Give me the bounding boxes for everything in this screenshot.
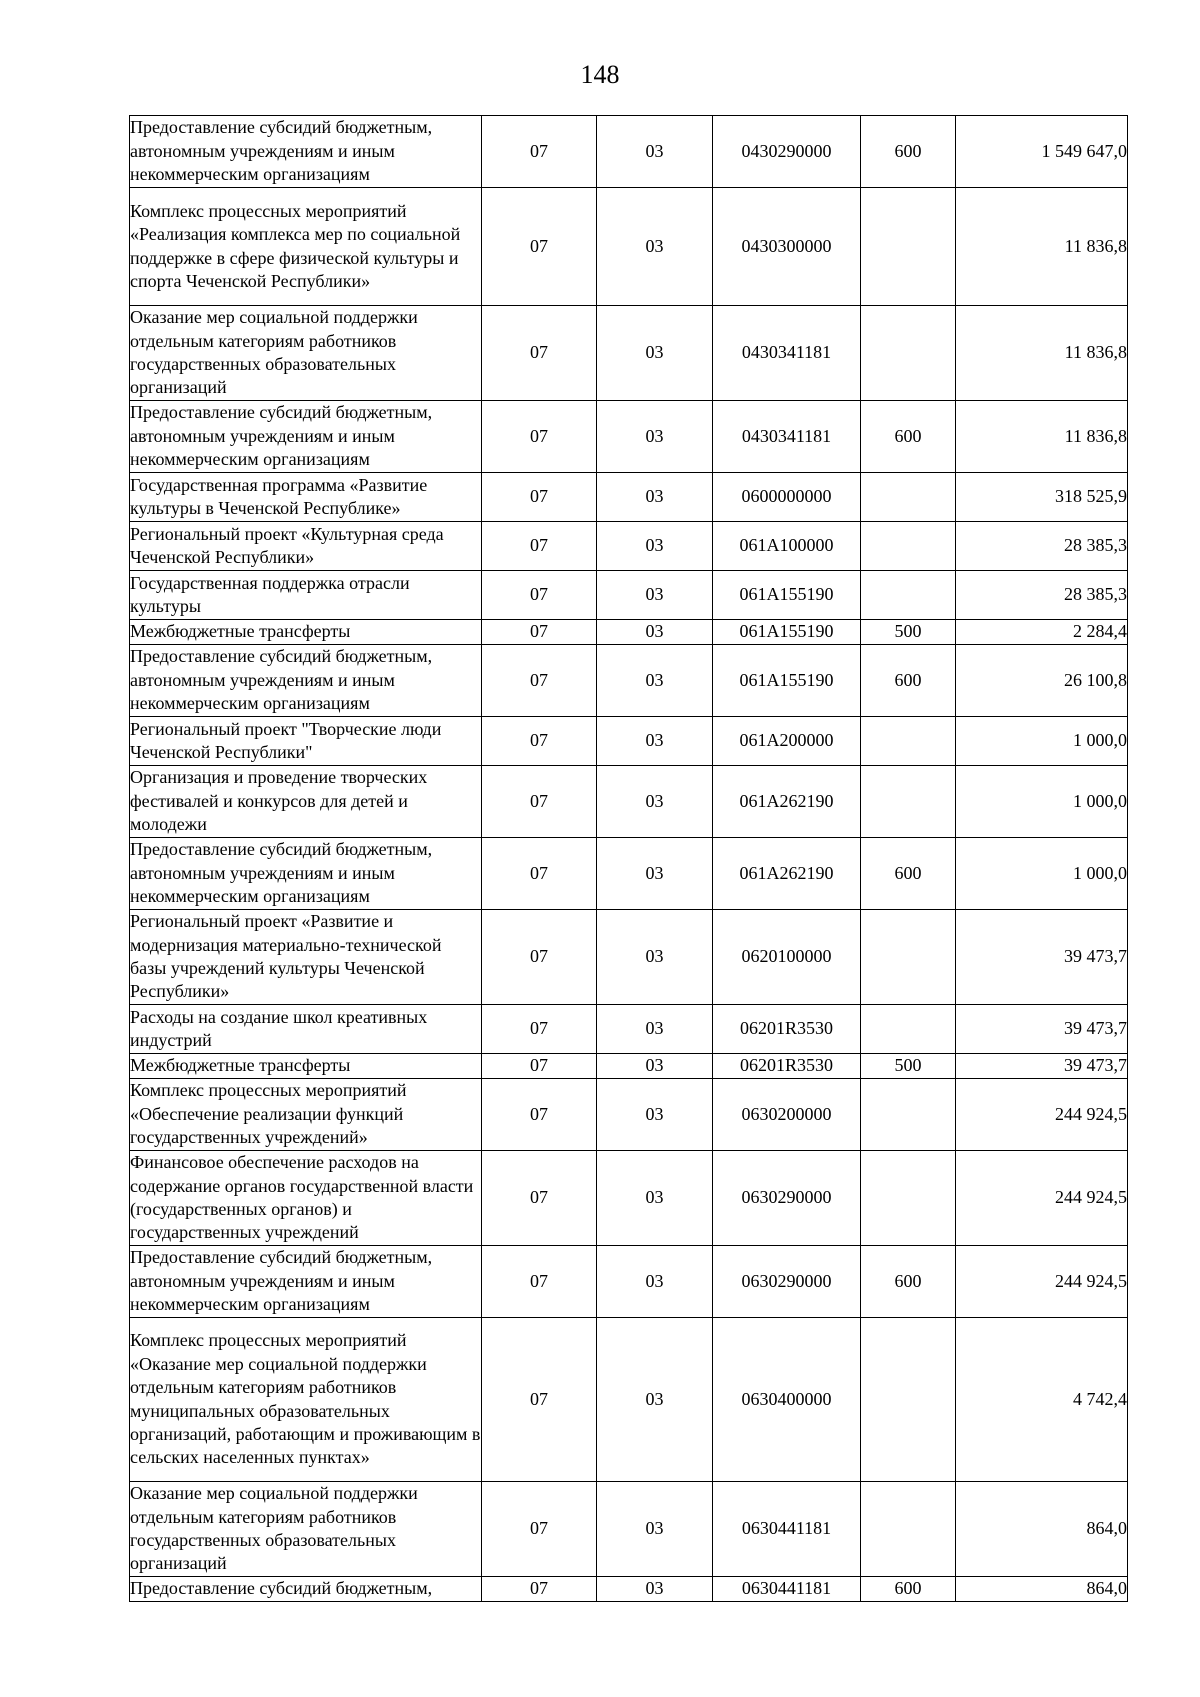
target-article-code-cell: 0430341181	[713, 306, 861, 401]
subsection-code-cell: 03	[597, 1246, 713, 1318]
section-code-cell: 07	[482, 1151, 597, 1246]
table-row	[130, 838, 1128, 910]
expense-type-code-cell: 500	[861, 620, 956, 645]
amount-cell: 39 473,7	[956, 1005, 1128, 1054]
target-article-code-cell: 0430341181	[713, 401, 861, 473]
amount-cell: 1 549 647,0	[956, 116, 1128, 188]
item-name-cell: Комплекс процессных мероприятий «Обеспечение реализации функций государственных учреждений»	[130, 1079, 482, 1151]
subsection-code-cell: 03	[597, 522, 713, 571]
item-name-cell: Предоставление субсидий бюджетным, автономным учреждениям и иным некоммерческим организациям	[130, 116, 482, 188]
target-article-code-cell: 061А100000	[713, 522, 861, 571]
expense-type-code-cell: 600	[861, 838, 956, 910]
expense-type-code-cell: 600	[861, 1246, 956, 1318]
subsection-code-cell: 03	[597, 306, 713, 401]
table-row	[130, 1054, 1128, 1079]
expense-type-code-cell	[861, 766, 956, 838]
expense-type-code-cell	[861, 522, 956, 571]
subsection-code-cell: 03	[597, 910, 713, 1005]
section-code-cell: 07	[482, 401, 597, 473]
item-name-cell: Оказание мер социальной поддержки отдельным категориям работников государственных образовательных организаций	[130, 306, 482, 401]
subsection-code-cell: 03	[597, 766, 713, 838]
table-row	[130, 401, 1128, 473]
table-row	[130, 522, 1128, 571]
section-code-cell: 07	[482, 1318, 597, 1482]
target-article-code-cell: 061А262190	[713, 766, 861, 838]
table-row	[130, 571, 1128, 620]
section-code-cell: 07	[482, 1246, 597, 1318]
expense-type-code-cell	[861, 1005, 956, 1054]
section-code-cell: 07	[482, 910, 597, 1005]
expense-type-code-cell	[861, 1079, 956, 1151]
section-code-cell: 07	[482, 522, 597, 571]
subsection-code-cell: 03	[597, 1151, 713, 1246]
table-row	[130, 1577, 1128, 1602]
target-article-code-cell: 0430300000	[713, 188, 861, 306]
subsection-code-cell: 03	[597, 645, 713, 717]
subsection-code-cell: 03	[597, 1079, 713, 1151]
table-row	[130, 1005, 1128, 1054]
expense-type-code-cell: 600	[861, 1577, 956, 1602]
section-code-cell: 07	[482, 1577, 597, 1602]
amount-cell: 4 742,4	[956, 1318, 1128, 1482]
item-name-cell: Предоставление субсидий бюджетным, автономным учреждениям и иным некоммерческим организациям	[130, 1246, 482, 1318]
item-name-cell: Предоставление субсидий бюджетным, автономным учреждениям и иным некоммерческим организациям	[130, 645, 482, 717]
target-article-code-cell: 0630441181	[713, 1577, 861, 1602]
target-article-code-cell: 061А155190	[713, 620, 861, 645]
amount-cell: 244 924,5	[956, 1079, 1128, 1151]
target-article-code-cell: 06201R3530	[713, 1005, 861, 1054]
amount-cell: 318 525,9	[956, 473, 1128, 522]
target-article-code-cell: 0630200000	[713, 1079, 861, 1151]
subsection-code-cell: 03	[597, 401, 713, 473]
expense-type-code-cell	[861, 1482, 956, 1577]
item-name-cell: Оказание мер социальной поддержки отдельным категориям работников государственных образовательных организаций	[130, 1482, 482, 1577]
budget-table	[129, 115, 1128, 1602]
expense-type-code-cell: 500	[861, 1054, 956, 1079]
amount-cell: 28 385,3	[956, 522, 1128, 571]
amount-cell: 11 836,8	[956, 188, 1128, 306]
section-code-cell: 07	[482, 1054, 597, 1079]
amount-cell: 11 836,8	[956, 401, 1128, 473]
amount-cell: 864,0	[956, 1577, 1128, 1602]
table-row	[130, 116, 1128, 188]
item-name-cell: Комплекс процессных мероприятий «Оказание мер социальной поддержки отдельным категориям работников муниципальных образовательных организаций, работающим и проживающим в сельских населенных пунктах»	[130, 1318, 482, 1482]
item-name-cell: Расходы на создание школ креативных индустрий	[130, 1005, 482, 1054]
subsection-code-cell: 03	[597, 1054, 713, 1079]
item-name-cell: Межбюджетные трансферты	[130, 620, 482, 645]
item-name-cell: Комплекс процессных мероприятий «Реализация комплекса мер по социальной поддержке в сфере физической культуры и спорта Чеченской Республики»	[130, 188, 482, 306]
expense-type-code-cell: 600	[861, 116, 956, 188]
item-name-cell: Организация и проведение творческих фестивалей и конкурсов для детей и молодежи	[130, 766, 482, 838]
section-code-cell: 07	[482, 838, 597, 910]
expense-type-code-cell: 600	[861, 645, 956, 717]
item-name-cell: Государственная программа «Развитие культуры в Чеченской Республике»	[130, 473, 482, 522]
table-row	[130, 1246, 1128, 1318]
target-article-code-cell: 061А262190	[713, 838, 861, 910]
target-article-code-cell: 0630290000	[713, 1246, 861, 1318]
section-code-cell: 07	[482, 1079, 597, 1151]
table-row	[130, 306, 1128, 401]
item-name-cell: Финансовое обеспечение расходов на содержание органов государственной власти (государственных органов) и государственных учреждений	[130, 1151, 482, 1246]
subsection-code-cell: 03	[597, 473, 713, 522]
amount-cell: 1 000,0	[956, 717, 1128, 766]
subsection-code-cell: 03	[597, 1482, 713, 1577]
target-article-code-cell: 0430290000	[713, 116, 861, 188]
amount-cell: 1 000,0	[956, 838, 1128, 910]
table-row	[130, 1079, 1128, 1151]
expense-type-code-cell	[861, 717, 956, 766]
item-name-cell: Региональный проект «Культурная среда Чеченской Республики»	[130, 522, 482, 571]
item-name-cell: Предоставление субсидий бюджетным,	[130, 1577, 482, 1602]
expense-type-code-cell	[861, 306, 956, 401]
section-code-cell: 07	[482, 306, 597, 401]
amount-cell: 864,0	[956, 1482, 1128, 1577]
target-article-code-cell: 06201R3530	[713, 1054, 861, 1079]
table-row	[130, 1318, 1128, 1482]
subsection-code-cell: 03	[597, 1318, 713, 1482]
section-code-cell: 07	[482, 473, 597, 522]
target-article-code-cell: 0630290000	[713, 1151, 861, 1246]
table-row	[130, 1482, 1128, 1577]
expense-type-code-cell	[861, 571, 956, 620]
expense-type-code-cell	[861, 1318, 956, 1482]
section-code-cell: 07	[482, 571, 597, 620]
target-article-code-cell: 061А200000	[713, 717, 861, 766]
table-row	[130, 766, 1128, 838]
subsection-code-cell: 03	[597, 717, 713, 766]
amount-cell: 1 000,0	[956, 766, 1128, 838]
target-article-code-cell: 0620100000	[713, 910, 861, 1005]
subsection-code-cell: 03	[597, 116, 713, 188]
subsection-code-cell: 03	[597, 838, 713, 910]
section-code-cell: 07	[482, 717, 597, 766]
item-name-cell: Межбюджетные трансферты	[130, 1054, 482, 1079]
item-name-cell: Предоставление субсидий бюджетным, автономным учреждениям и иным некоммерческим организациям	[130, 838, 482, 910]
expense-type-code-cell	[861, 473, 956, 522]
table-row	[130, 1151, 1128, 1246]
subsection-code-cell: 03	[597, 1577, 713, 1602]
amount-cell: 244 924,5	[956, 1246, 1128, 1318]
section-code-cell: 07	[482, 188, 597, 306]
amount-cell: 28 385,3	[956, 571, 1128, 620]
subsection-code-cell: 03	[597, 620, 713, 645]
section-code-cell: 07	[482, 1005, 597, 1054]
table-row	[130, 910, 1128, 1005]
target-article-code-cell: 061А155190	[713, 571, 861, 620]
item-name-cell: Региональный проект "Творческие люди Чеченской Республики"	[130, 717, 482, 766]
table-row	[130, 473, 1128, 522]
subsection-code-cell: 03	[597, 571, 713, 620]
section-code-cell: 07	[482, 1482, 597, 1577]
amount-cell: 39 473,7	[956, 1054, 1128, 1079]
item-name-cell: Региональный проект «Развитие и модернизация материально-технической базы учреждений культуры Чеченской Республики»	[130, 910, 482, 1005]
target-article-code-cell: 0630441181	[713, 1482, 861, 1577]
section-code-cell: 07	[482, 620, 597, 645]
target-article-code-cell: 0600000000	[713, 473, 861, 522]
expense-type-code-cell	[861, 188, 956, 306]
expense-type-code-cell	[861, 1151, 956, 1246]
subsection-code-cell: 03	[597, 1005, 713, 1054]
table-row	[130, 188, 1128, 306]
table-row	[130, 717, 1128, 766]
amount-cell: 11 836,8	[956, 306, 1128, 401]
section-code-cell: 07	[482, 645, 597, 717]
page-number: 148	[580, 60, 620, 89]
amount-cell: 2 284,4	[956, 620, 1128, 645]
section-code-cell: 07	[482, 766, 597, 838]
expense-type-code-cell	[861, 910, 956, 1005]
table-row	[130, 620, 1128, 645]
amount-cell: 26 100,8	[956, 645, 1128, 717]
item-name-cell: Предоставление субсидий бюджетным, автономным учреждениям и иным некоммерческим организациям	[130, 401, 482, 473]
amount-cell: 244 924,5	[956, 1151, 1128, 1246]
target-article-code-cell: 061А155190	[713, 645, 861, 717]
target-article-code-cell: 0630400000	[713, 1318, 861, 1482]
expense-type-code-cell: 600	[861, 401, 956, 473]
section-code-cell: 07	[482, 116, 597, 188]
table-row	[130, 645, 1128, 717]
amount-cell: 39 473,7	[956, 910, 1128, 1005]
subsection-code-cell: 03	[597, 188, 713, 306]
budget-table-body	[130, 116, 1128, 1602]
item-name-cell: Государственная поддержка отрасли культуры	[130, 571, 482, 620]
